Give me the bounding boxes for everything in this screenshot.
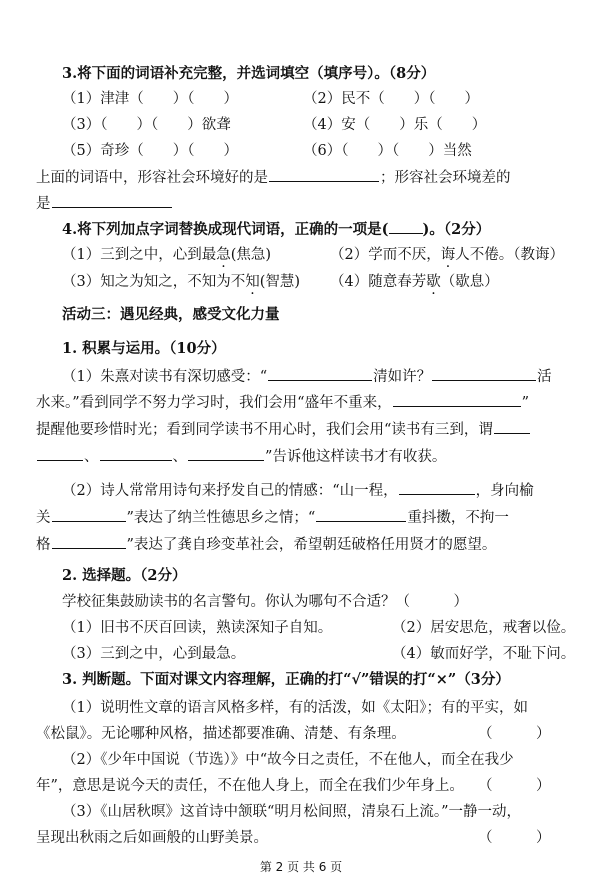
q4-option-2: [330, 245, 564, 265]
q3j-item-1-line-2: 《松鼠》。无论哪种风格，描述都要准确、清楚、有条理。: [36, 726, 406, 742]
p2-line-1: [62, 480, 534, 501]
q4-o3-text: （3）知之为知之，不知为不: [62, 274, 246, 290]
p1-line-2: [36, 392, 529, 413]
p1-l4-a: 、: [84, 449, 99, 465]
p1-l1-b: 清如许？: [373, 369, 432, 385]
p2-l2-b: ”表达了纳兰性德思乡之情；“: [126, 510, 316, 526]
q4-title-b: )。（2分）: [422, 221, 491, 238]
p1-blank-5[interactable]: [37, 446, 83, 461]
p2-l2-c: 重抖擞，不拘一: [407, 510, 509, 526]
p2-l3-a: 格: [36, 537, 51, 553]
q3-item-4: （4）安（ ）乐（ ）: [303, 117, 487, 133]
p1-blank-4[interactable]: [494, 419, 530, 434]
q3j-paren-2[interactable]: （ ）: [478, 778, 551, 794]
q4-o4-answer: （歇息）: [440, 274, 499, 290]
p1-l2-a: 水来。”看到同学不努力学习时，我们会用“盛年不重来，: [36, 395, 392, 411]
p2-line-3: [36, 534, 496, 555]
q4-o2-text: （2）学而不厌，: [330, 247, 441, 263]
p2-blank-2[interactable]: [52, 507, 126, 522]
q4-o3-answer: (智慧): [259, 274, 301, 290]
q3j-paren-1[interactable]: （ ）: [478, 726, 551, 742]
q3j-item-3-line-1: （3）《山居秋暝》这首诗中颔联“明月松间照，清泉石上流。”一静一动，: [62, 804, 522, 820]
q3j-item-2-line-1: （2）《少年中国说（节选）》中“故今日之责任，不在他人，而全在我少: [62, 752, 514, 768]
q4-o4-dotted: 歇: [426, 274, 441, 290]
q3-item-1: （1）津津（ ）（ ）: [62, 91, 238, 107]
p1-l1-a: （1）朱熹对读书有深切感受：“: [62, 369, 268, 385]
q2-option-1: （1）旧书不厌百回读，熟读深知子自知。: [62, 620, 333, 636]
q3j-item-1-line-1: （1）说明性文章的语言风格多样，有的活泼，如《太阳》；有的平实，如: [62, 700, 528, 716]
p1-line-3: [36, 419, 531, 440]
q3-fill-line-1: [36, 167, 511, 188]
p1-blank-6[interactable]: [100, 446, 172, 461]
q4-option-3: [62, 272, 300, 292]
q3-item-6: （6）（ ）（ ）当然: [303, 143, 472, 159]
p1-blank-2[interactable]: [432, 366, 536, 381]
p1-blank-1[interactable]: [268, 366, 372, 381]
q4-o3-dotted: 知: [245, 274, 260, 290]
p2-blank-1[interactable]: [399, 480, 475, 495]
q2-option-4: （4）敏而好学，不耻下问。: [392, 646, 576, 662]
q3j-title: 3. 判断题。下面对课文内容理解，正确的打“√”错误的打“×”（3分）: [62, 671, 510, 688]
p1-l2-b: ”: [521, 395, 529, 411]
q4-o1-text: （1）三到之中，心到最: [62, 247, 217, 263]
p1-line-4: [36, 446, 446, 467]
q2-stem: 学校征集鼓励读书的名言警句。你认为哪句不合适？（ ）: [62, 594, 468, 610]
q3-fill-line-2: [36, 193, 173, 214]
q4-title-a: 4.将下列加点字词替换成现代词语，正确的一项是(: [62, 221, 389, 238]
q4-o2-answer: 人不倦。（教诲）: [455, 247, 564, 263]
p2-l3-b: ”表达了龚自珍变革社会，希望朝廷破格任用贤才的愿望。: [126, 537, 497, 553]
q4-o2-dotted: 诲: [440, 247, 456, 263]
p1-l1-c: 活: [537, 369, 552, 385]
q4-answer-blank[interactable]: [389, 219, 423, 234]
q3-title: 3.将下面的词语补充完整，并选词填空（填序号）。（8分）: [62, 65, 436, 82]
p1-l3-a: 提醒他要珍惜时光；看到同学读书不用心时，我们会用“读书有三到，谓: [36, 422, 493, 438]
p1-blank-7[interactable]: [188, 446, 264, 461]
q3-item-5: （5）奇珍（ ）（ ）: [62, 143, 238, 159]
q3-blank-good[interactable]: [269, 167, 379, 182]
p1-l4-b: 、: [172, 449, 187, 465]
q4-option-4: [330, 272, 499, 292]
q3-fill-text-b: ；形容社会环境差的: [380, 170, 511, 186]
activity3-sub1: 1. 积累与运用。（10分）: [62, 340, 226, 357]
q3j-item-2-line-2: 年”，意思是说今天的责任，不在他人身上，而全在我们少年身上。: [36, 778, 464, 794]
p2-blank-4[interactable]: [52, 534, 126, 549]
p1-blank-3[interactable]: [393, 392, 521, 407]
q3-item-2: （2）民不（ ）（ ）: [303, 91, 479, 107]
q2-option-3: （3）三到之中，心到最急。: [62, 646, 246, 662]
activity3-heading: 活动三：遇见经典，感受文化力量: [62, 306, 280, 323]
p2-line-2: [36, 507, 509, 528]
q2-option-2: （2）居安思危，戒奢以俭。: [392, 620, 576, 636]
p2-l1-b: ，身向榆: [475, 483, 534, 499]
q4-o1-answer: (焦急): [230, 247, 272, 263]
q3-fill-text-a: 上面的词语中，形容社会环境好的是: [36, 170, 268, 186]
q4-title: [62, 219, 490, 240]
p1-l4-c: ”告诉他这样读书才有收获。: [265, 449, 447, 465]
q4-o1-dotted: 急: [216, 247, 231, 263]
q3j-paren-3[interactable]: （ ）: [478, 830, 551, 846]
q3-blank-bad[interactable]: [52, 193, 172, 208]
q3-item-3: （3）（ ）（ ）欲聋: [62, 117, 231, 133]
q3j-item-3-line-2: 呈现出秋雨之后如画般的山野美景。: [36, 830, 268, 846]
p2-l2-a: 关: [36, 510, 51, 526]
q4-o4-text: （4）随意春芳: [330, 274, 427, 290]
q3-fill-text-c: 是: [36, 196, 51, 212]
p2-blank-3[interactable]: [316, 507, 406, 522]
q2-title: 2. 选择题。（2分）: [62, 567, 187, 584]
page-footer: 第 2 页 共 6 页: [259, 860, 343, 874]
p2-l1-a: （2）诗人常常用诗句来抒发自己的情感：“山一程，: [62, 483, 398, 499]
q4-option-1: [62, 245, 271, 265]
p1-line-1: [62, 366, 552, 387]
